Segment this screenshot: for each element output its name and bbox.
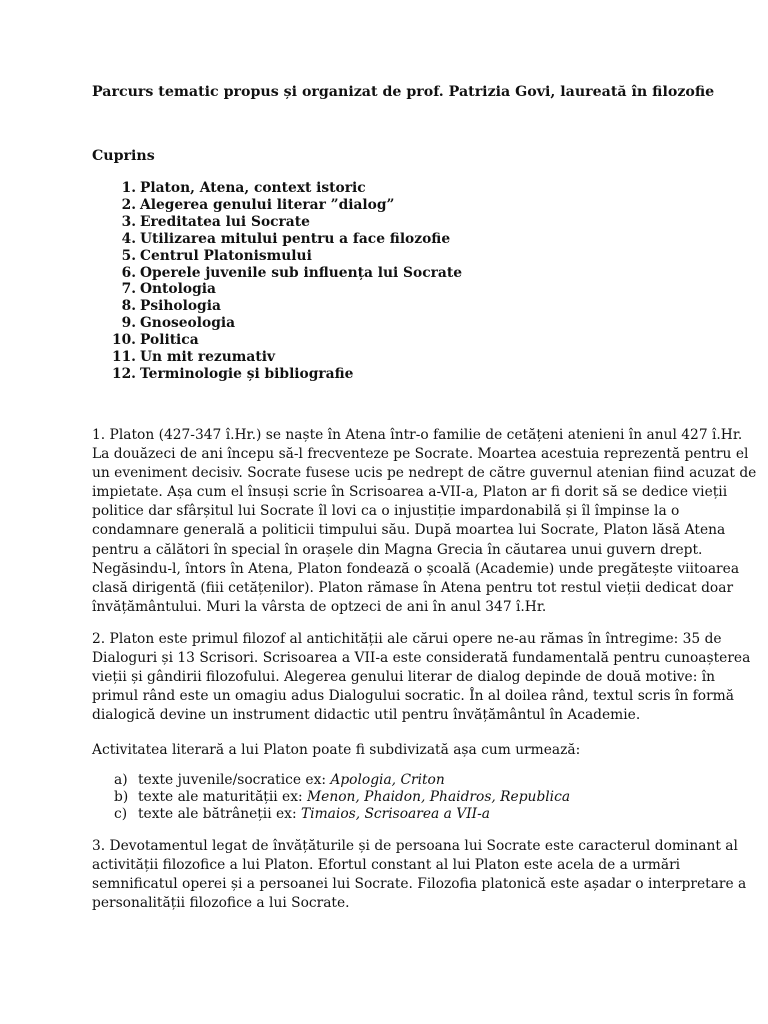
activity-list (114, 772, 570, 824)
toc-item: 11. Un mit rezumativ (111, 349, 275, 366)
toc-item: 5. Centrul Platonismului (121, 247, 312, 264)
list-item: c) texte ale bătrâneții ex: Timaios, Scrisoarea a VII-a (114, 806, 491, 823)
paragraph-socrates-legacy: 3. Devotamentul legat de învățăturile și de persoana lui Socrate este caracterul dominant al activității filozofice a lui Platon. Efortul constant al lui Platon este acela de a urmări semnificatul operei și a persoanei lui Socrate. Filozofia platonică este așadar o interpretare a personalității filozofice a lui Socrate. (92, 838, 747, 912)
list-item: a) texte juvenile/socratice ex: Apologia, Criton (114, 772, 445, 788)
toc-item: 6. Operele juvenile sub influența lui Socrate (121, 264, 462, 281)
list-item: b) texte ale maturității ex: Menon, Phaidon, Phaidros, Republica (114, 789, 571, 806)
table-of-contents (110, 180, 462, 383)
document-title: Parcurs tematic propus și organizat de prof. Patrizia Govi, laureată în filozofie (92, 84, 715, 100)
toc-item: 3. Ereditatea lui Socrate (121, 213, 310, 230)
paragraph-platon-biography: 1. Platon (427-347 î.Hr.) se naște în Atena într-o familie de cetățeni atenieni în anul 427 î.Hr. La douăzeci de ani începu să-l frecventeze pe Socrate. Moartea acestuia reprezentă pentru el un eveniment decisiv. Socrate fusese ucis pe nedrept de către guvernul atenian fiind acuzat de impietate. Așa cum el însuși scrie în Scrisoarea a-VII-a, Platon ar fi dorit să se dedice vieții politice dar sfârșitul lui Socrate îl lovi ca o injustiție impardonabilă și îl împinse la o condamnare generală a politicii timpului său. După moartea lui Socrate, Platon lăsă Atena pentru a călători în special în orașele din Magna Grecia în căutarea unui guvern drept. Negăsindu-l, întors în Atena, Platon fondează o școală (Academie) unde pregătește viitoarea clasă dirigentă (fiii cetățenilor). Platon rămase în Atena pentru tot restul vieții dedicat doar învățământului. Muri la vârsta de optzeci de ani în anul 347 î.Hr. (92, 427, 757, 615)
toc-item: 8. Psihologia (121, 298, 221, 315)
toc-item: 7. Ontologia (121, 281, 216, 298)
toc-heading: Cuprins (92, 148, 155, 164)
paragraph-activity-intro: Activitatea literară a lui Platon poate fi subdivizată așa cum urmează: (92, 742, 581, 758)
toc-item: 1. Platon, Atena, context istoric (121, 180, 366, 196)
toc-item: 4. Utilizarea mitului pentru a face filozofie (121, 230, 451, 247)
toc-item: 9. Gnoseologia (121, 315, 236, 332)
toc-item: 10. Politica (111, 332, 199, 349)
paragraph-dialogues: 2. Platon este primul filozof al antichității ale cărui opere ne-au rămas în întregime: 35 de Dialoguri și 13 Scrisori. Scrisoarea a VII-a este considerată fundamentală pentru cunoașterea vieții și gândirii filozofului. Alegerea genului literar de dialog depinde de două motive: în primul rând este un omagiu adus Dialogului socratic. În al doilea rând, textul scris în formă dialogică devine un instrument didactic util pentru învățământul în Academie. (92, 631, 751, 724)
toc-item: 12. Terminologie și bibliografie (111, 365, 354, 382)
toc-item: 2. Alegerea genului literar ”dialog” (121, 196, 395, 213)
